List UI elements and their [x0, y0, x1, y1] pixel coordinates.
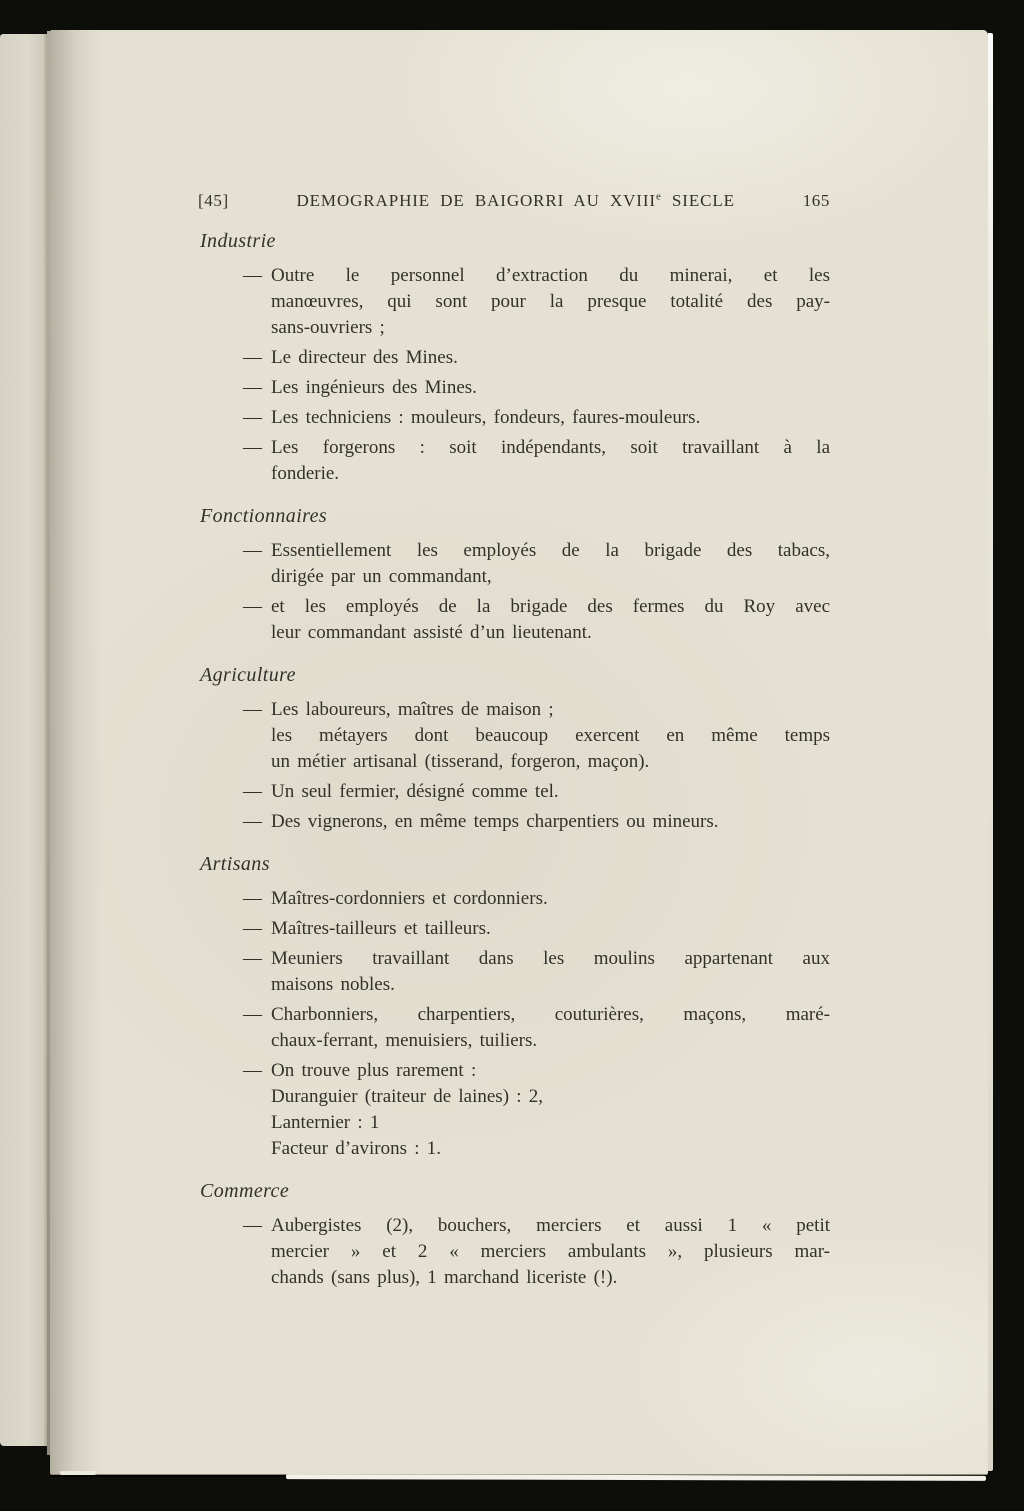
text-line: Essentiellement les employés de la brigade des tabacs, [271, 540, 830, 561]
item-lines [271, 538, 830, 590]
section-agriculture [198, 663, 830, 835]
list-item [198, 916, 830, 942]
page-text-block [198, 190, 830, 1291]
item-lines [271, 345, 830, 371]
list-item [198, 345, 830, 371]
item-lines [271, 1058, 830, 1162]
list-item [198, 886, 830, 912]
list-item [198, 594, 830, 646]
section-industrie [198, 229, 830, 487]
text-line: On trouve plus rarement : [271, 1060, 477, 1081]
section-fonctionnaires [198, 504, 830, 646]
list-item [198, 1002, 830, 1054]
text-line: chands (sans plus), 1 marchand liceriste (!). [271, 1267, 618, 1288]
item-lines [271, 809, 830, 835]
text-line: sans-ouvriers ; [271, 317, 385, 338]
text-line: Le directeur des Mines. [271, 347, 458, 368]
page-edges-right [988, 33, 993, 1471]
text-line: Duranguier (traiteur de laines) : 2, [271, 1086, 544, 1107]
item-lines [271, 1213, 830, 1291]
text-line: mercier » et 2 « merciers ambulants », plusieurs mar- [271, 1241, 830, 1262]
em-dash-bullet: — [243, 811, 262, 832]
section-heading: Agriculture [200, 664, 296, 686]
text-line: et les employés de la brigade des fermes du Roy avec [271, 596, 830, 617]
em-dash-bullet: — [243, 377, 262, 398]
text-line: leur commandant assisté d’un lieutenant. [271, 622, 592, 643]
em-dash-bullet: — [243, 699, 262, 720]
text-line: Les forgerons : soit indépendants, soit travaillant à la [271, 437, 830, 458]
em-dash-bullet: — [243, 265, 262, 286]
text-line: Maîtres-cordonniers et cordonniers. [271, 888, 548, 909]
text-line: Les techniciens : mouleurs, fondeurs, faures-mouleurs. [271, 407, 701, 428]
list-item [198, 405, 830, 431]
text-line: Facteur d’avirons : 1. [271, 1138, 442, 1159]
running-header [198, 190, 830, 212]
text-line: Outre le personnel d’extraction du minerai, et les [271, 265, 830, 286]
text-line: les métayers dont beaucoup exercent en même temps [271, 725, 830, 746]
text-line: Lanternier : 1 [271, 1112, 380, 1133]
section-heading: Artisans [200, 853, 270, 875]
em-dash-bullet: — [243, 918, 262, 939]
em-dash-bullet: — [243, 437, 262, 458]
text-line: Maîtres-tailleurs et tailleurs. [271, 918, 491, 939]
page-edges-bottom-left [60, 1471, 96, 1475]
section-commerce [198, 1179, 830, 1291]
list-item [198, 1058, 830, 1162]
em-dash-bullet: — [243, 347, 262, 368]
margin-reference: [45] [198, 191, 229, 210]
list-item [198, 779, 830, 805]
text-line: fonderie. [271, 463, 340, 484]
facing-page-sliver [0, 34, 50, 1446]
text-line: Aubergistes (2), bouchers, merciers et aussi 1 « petit [271, 1215, 830, 1236]
text-line: manœuvres, qui sont pour la presque totalité des pay- [271, 291, 830, 312]
book-page [50, 30, 988, 1475]
em-dash-bullet: — [243, 540, 262, 561]
em-dash-bullet: — [243, 596, 262, 617]
item-lines [271, 916, 830, 942]
item-lines [271, 375, 830, 401]
section-heading: Fonctionnaires [200, 505, 328, 527]
list-item [198, 538, 830, 590]
item-lines [271, 263, 830, 341]
text-line: Meuniers travaillant dans les moulins appartenant aux [271, 948, 830, 969]
section-artisans [198, 852, 830, 1162]
item-lines [271, 779, 830, 805]
em-dash-bullet: — [243, 1004, 262, 1025]
text-line: dirigée par un commandant, [271, 566, 492, 587]
list-item [198, 375, 830, 401]
item-lines [271, 697, 830, 775]
superscript-e: e [655, 190, 662, 203]
list-item [198, 697, 830, 775]
text-line: maisons nobles. [271, 974, 395, 995]
item-lines [271, 435, 830, 487]
em-dash-bullet: — [243, 781, 262, 802]
text-line: un métier artisanal (tisserand, forgeron, maçon). [271, 751, 650, 772]
page-number: 165 [802, 191, 830, 210]
sections [198, 229, 830, 1291]
text-line: Des vignerons, en même temps charpentiers ou mineurs. [271, 811, 719, 832]
section-heading: Industrie [200, 230, 276, 252]
list-item [198, 1213, 830, 1291]
list-item [198, 809, 830, 835]
text-line: Un seul fermier, désigné comme tel. [271, 781, 559, 802]
list-item [198, 946, 830, 998]
em-dash-bullet: — [243, 407, 262, 428]
text-line: Les laboureurs, maîtres de maison ; [271, 699, 554, 720]
item-lines [271, 946, 830, 998]
em-dash-bullet: — [243, 1215, 262, 1236]
section-heading: Commerce [200, 1180, 290, 1202]
item-lines [271, 1002, 830, 1054]
item-lines [271, 594, 830, 646]
item-lines [271, 886, 830, 912]
text-line: Les ingénieurs des Mines. [271, 377, 477, 398]
running-title: DEMOGRAPHIE DE BAIGORRI AU XVIIIe SIECLE [296, 190, 735, 210]
list-item [198, 435, 830, 487]
em-dash-bullet: — [243, 1060, 262, 1081]
text-line: chaux-ferrant, menuisiers, tuiliers. [271, 1030, 538, 1051]
em-dash-bullet: — [243, 888, 262, 909]
em-dash-bullet: — [243, 948, 262, 969]
item-lines [271, 405, 830, 431]
list-item [198, 263, 830, 341]
text-line: Charbonniers, charpentiers, couturières, maçons, maré- [271, 1004, 830, 1025]
page-edges-bottom [286, 1474, 986, 1481]
